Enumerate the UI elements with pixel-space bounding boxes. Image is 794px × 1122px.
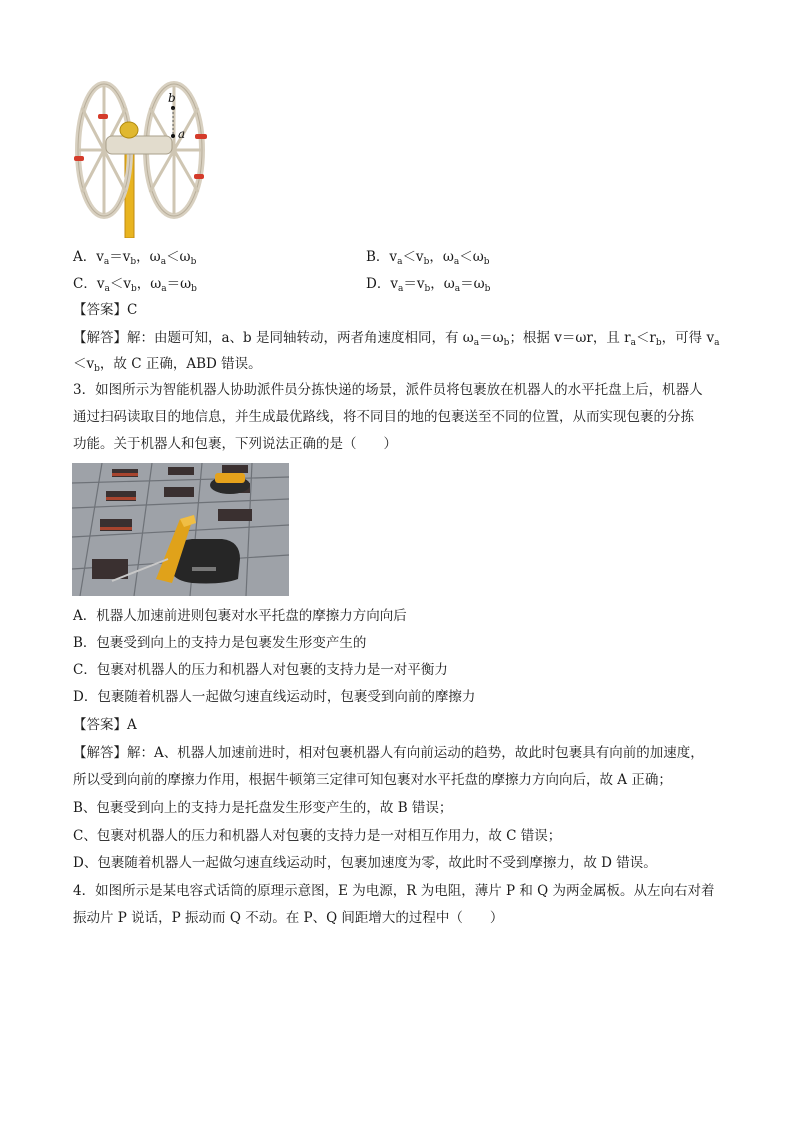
q3-option-d: D．包裹随着机器人一起做匀速直线运动时，包裹受到向前的摩擦力 <box>73 689 476 705</box>
sorting-robot-photo <box>72 463 289 596</box>
q3-stem-line-2: 通过扫码读取目的地信息，并生成最优路线，将不同目的地的包裹送至不同的位置，从而实现包裹的分拣 <box>73 409 694 425</box>
q2-option-d: D．$v_a=v_b$，$\omega_a=\omega_b$ <box>366 276 491 294</box>
q3-stem-line-3: 功能。关于机器人和包裹，下列说法正确的是（ ） <box>73 436 397 452</box>
sorting-robot-drawing <box>72 463 289 596</box>
q4-stem-line-2: 振动片 P 说话，P 振动而 Q 不动。在 P、Q 间距增大的过程中（ ） <box>73 910 504 926</box>
wheel-apparatus-figure <box>70 78 220 238</box>
q3-solution-line-2: 所以受到向前的摩擦力作用，根据牛顿第三定律可知包裹对水平托盘的摩擦力方向向后，故 A 正确； <box>73 772 672 788</box>
q2-option-c: C．$v_a<v_b$，$\omega_a=\omega_b$ <box>73 276 197 294</box>
q3-option-b: B．包裹受到向上的支持力是包裹发生形变产生的 <box>73 635 367 651</box>
wheel-apparatus-drawing <box>70 78 220 238</box>
q2-solution-line-2: $<v_b$，故 C 正确，ABD 错误。 <box>73 356 262 374</box>
q3-solution-line-5: D、包裹随着机器人一起做匀速直线运动时，包裹加速度为零，故此时不受到摩擦力，故 D 错误。 <box>73 855 657 871</box>
q4-stem-line-1: 4．如图所示是某电容式话筒的原理示意图，E 为电源，R 为电阻，薄片 P 和 Q 为两金属板。从左向右对着 <box>73 883 715 899</box>
q3-solution-line-1: 【解答】解：A、机器人加速前进时，相对包裹机器人有向前运动的趋势，故此时包裹具有向前的加速度， <box>73 745 704 761</box>
point-b-label: b <box>168 91 176 105</box>
q2-answer: 【答案】C <box>73 302 138 318</box>
q2-solution-line-1: 【解答】解：由题可知，a、b 是同轴转动，两者角速度相同，有 $\omega_a=\omega_b$；根据 v＝ωr，且 $r_a<r_b$，可得 $v_a$ <box>73 330 720 348</box>
q2-option-b: B．$v_a<v_b$，$\omega_a<\omega_b$ <box>366 249 490 267</box>
q3-option-c: C．包裹对机器人的压力和机器人对包裹的支持力是一对平衡力 <box>73 662 448 678</box>
q3-solution-line-3: B、包裹受到向上的支持力是托盘发生形变产生的，故 B 错误； <box>73 800 453 816</box>
q3-stem-line-1: 3．如图所示为智能机器人协助派件员分拣快递的场景，派件员将包裹放在机器人的水平托盘上后，机器人 <box>73 382 703 398</box>
q3-solution-line-4: C、包裹对机器人的压力和机器人对包裹的支持力是一对相互作用力，故 C 错误； <box>73 828 562 844</box>
q2-option-a: A．$v_a=v_b$，$\omega_a<\omega_b$ <box>73 249 197 267</box>
q3-answer: 【答案】A <box>73 717 137 733</box>
q3-option-a: A．机器人加速前进则包裹对水平托盘的摩擦力方向向后 <box>73 608 407 624</box>
point-a-label: a <box>178 127 186 141</box>
